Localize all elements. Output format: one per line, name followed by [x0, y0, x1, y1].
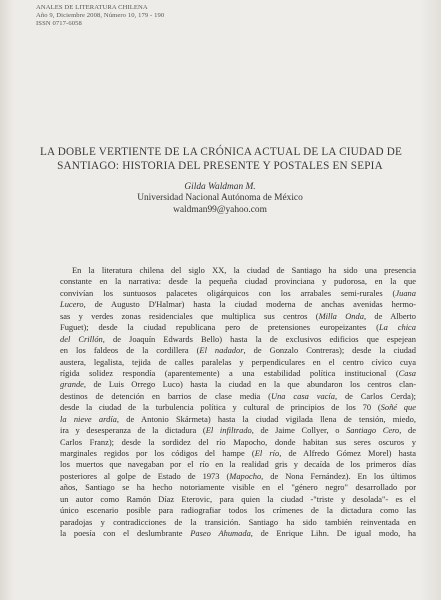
- body-line: [60, 482, 416, 493]
- text-run: austera, legalista, tejida de calles paralelas y perpendiculares en el centro cívico cuya: [60, 356, 416, 367]
- text-run: único escenario posible para radiografiar todos los crímenes de la dictadura como las: [60, 505, 416, 516]
- text-run: la poesía con el deslumbrante: [60, 528, 191, 539]
- text-run: rígida solidez respondía (aparentemente) a una estabilidad política institucional (: [60, 367, 399, 378]
- text-run: , de Alfredo Gómez Morel) hasta: [279, 448, 416, 458]
- italic-title-run: El infiltrado: [205, 425, 252, 436]
- body-line: [60, 276, 416, 287]
- text-run: Fuguet); desde la ciudad republicana pero de pretensiones europeizantes (: [60, 322, 379, 333]
- text-run: , de: [399, 425, 416, 436]
- italic-title-run: Mapocho: [229, 470, 262, 481]
- text-run: paradojas y contradicciones de la transición. Santiago ha sido también reinventada en: [60, 516, 416, 527]
- italic-title-run: Casa: [398, 367, 416, 378]
- body-line: [60, 448, 416, 459]
- body-line: [60, 414, 416, 425]
- body-line: [60, 265, 416, 276]
- text-run: marginales regidos por los códigos del hampe (: [60, 448, 255, 458]
- body-line: [60, 505, 416, 516]
- body-line: [60, 459, 416, 470]
- text-run: , de Gonzalo Contreras); desde la ciudad: [243, 345, 416, 356]
- text-run: en los faldeos de la cordillera (: [60, 345, 200, 356]
- italic-title-run: La chica: [378, 322, 416, 333]
- journal-header: [36, 4, 356, 29]
- text-run: , de Nona Fernández). En los últimos: [261, 470, 416, 481]
- body-line: [60, 528, 416, 539]
- journal-issue: Año 9, Diciembre 2008, Número 10, 179 - 190: [36, 12, 165, 20]
- text-run: años, Santiago se ha hecho notoriamente visible en el "género negro" desarrollado por: [60, 482, 416, 493]
- article-title-line-2: SANTIAGO: HISTORIA DEL PRESENTE Y POSTALES EN SEPIA: [57, 160, 383, 172]
- text-run: , de Alberto: [363, 310, 416, 321]
- italic-title-run: Juana: [395, 287, 416, 298]
- body-line: [60, 379, 416, 390]
- article-body: [60, 265, 416, 540]
- text-run: , de Joaquín Edwards Bello) hasta la de exclusivos edificios que espejean: [102, 333, 416, 344]
- body-line: [60, 437, 416, 448]
- body-line: [60, 299, 416, 310]
- body-line: [60, 517, 416, 528]
- italic-title-run: Soñé que: [380, 402, 416, 413]
- italic-title-run: El nadador: [199, 345, 244, 356]
- author-affiliation: Universidad Nacional Autónoma de México: [137, 193, 303, 204]
- text-run: , de Antonio Skármeta) hasta la ciudad vigilada llena de tensión, miedo,: [116, 413, 416, 424]
- italic-title-run: El río: [254, 448, 280, 458]
- author-email: waldman99@yahoo.com: [173, 204, 267, 215]
- text-run: un autor como Ramón Díaz Eterovic, para quien la ciudad -"triste y desolada"- es el: [60, 493, 416, 504]
- article-title: [40, 145, 403, 173]
- italic-title-run: la nieve ardía: [60, 413, 117, 424]
- italic-title-run: Paseo Ahumada: [190, 528, 251, 539]
- text-run: convivían los suntuosos palacetes oligárquicos con los arrabales semi-rurales (: [60, 287, 396, 298]
- body-line: [60, 288, 416, 299]
- body-line: [60, 311, 416, 322]
- text-run: , de Enrique Lihn. De igual modo, ha: [250, 528, 416, 539]
- italic-title-run: Lucero: [60, 299, 84, 310]
- text-run: En la literatura chilena del siglo XX, la ciudad de Santiago ha sido una presencia: [72, 265, 416, 275]
- journal-name: ANALES DE LITERATURA CHILENA: [36, 4, 148, 11]
- text-run: destinos de detención en barrios de clase media (: [60, 390, 271, 401]
- body-line: [60, 391, 416, 402]
- body-line: [60, 425, 416, 436]
- body-line: [60, 357, 416, 368]
- italic-title-run: Milla Onda: [318, 310, 364, 321]
- body-line: [60, 334, 416, 345]
- text-run: desde la ciudad de la turbulencia política y cultural de principios de los 70 (: [60, 402, 381, 413]
- italic-title-run: del Crillón: [60, 333, 103, 344]
- text-run: posteriores al golpe de Estado de 1973 (: [60, 470, 230, 481]
- text-run: , de Jaime Collyer, o: [251, 425, 347, 436]
- author-block: [40, 182, 400, 216]
- text-run: sas y verdes zonas residenciales que multiplica sus centros (: [60, 310, 319, 321]
- italic-title-run: Una casa vacía: [270, 390, 335, 401]
- text-run: , de Carlos Cerda);: [334, 390, 416, 401]
- body-line: [60, 345, 416, 356]
- text-run: constante en la narrativa: desde la pequeña ciudad provinciana y pudorosa, en la que: [60, 276, 416, 287]
- italic-title-run: grande: [60, 379, 84, 390]
- body-line: [60, 402, 416, 413]
- body-line: [60, 368, 416, 379]
- article-title-line-1: LA DOBLE VERTIENTE DE LA CRÓNICA ACTUAL DE LA CIUDAD DE: [40, 146, 403, 158]
- text-run: , de Augusto D'Halmar) hasta la ciudad moderna de anchas avenidas hermo-: [83, 299, 416, 310]
- text-run: Carlos Franz); desde la sordidez del río Mapocho, donde habitan sus seres oscuros y: [60, 436, 416, 447]
- text-run: , de Luis Orrego Luco) hasta la ciudad en la que abundaron los centros clan-: [83, 379, 416, 390]
- body-line: [60, 322, 416, 333]
- text-run: los muertos que navegaban por el río en la realidad gris y decaída de los primeros días: [60, 459, 416, 470]
- author-name: Gilda Waldman M.: [184, 182, 256, 192]
- body-line: [60, 471, 416, 482]
- journal-issn: ISSN 0717-6058: [36, 20, 82, 28]
- body-line: [60, 494, 416, 505]
- text-run: ira y desesperanza de la dictadura (: [60, 425, 206, 436]
- italic-title-run: Santiago Cero: [346, 425, 400, 436]
